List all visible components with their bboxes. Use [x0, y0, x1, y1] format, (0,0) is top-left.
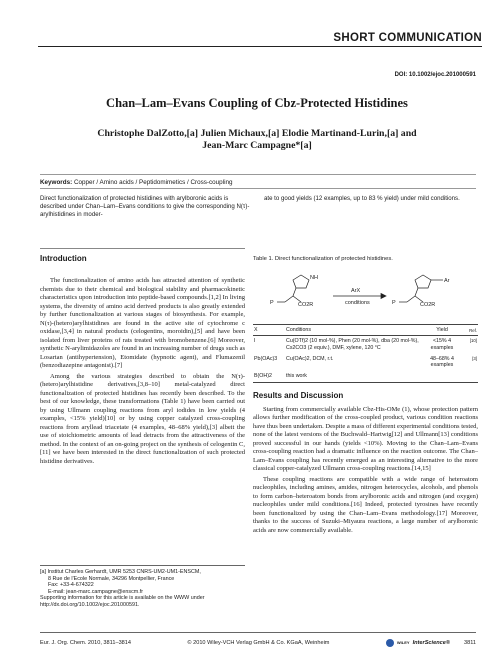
results-heading: Results and Discussion: [253, 390, 344, 400]
table-row: [253, 371, 478, 382]
col-ref: Ref.: [462, 325, 478, 336]
cell-yield: [422, 371, 462, 382]
prod-pg-label: P: [392, 300, 396, 306]
authors-line-2: Jean-Marc Campagne*[a]: [202, 140, 312, 151]
cell-x: I: [254, 338, 256, 344]
prod-chain-2: [407, 296, 415, 302]
table-row: [253, 336, 478, 354]
authors-line-1: Christophe DalZotto,[a] Julien Michaux,[a] Elodie Martinand-Lurin,[a] and: [97, 128, 417, 139]
abstract-left: Direct functionalization of protected histidines with arylboronic acids is described under Chan–Lam–Evans conditions to give the corresponding N(τ)-arylhistidines in moder-: [40, 195, 250, 219]
sm-ester-label: CO2R: [298, 302, 314, 308]
abstract-right: ate to good yields (12 examples, up to 83 % yield) under mild conditions.: [264, 195, 460, 202]
cell-yield: 48–68% 4 examples: [430, 355, 454, 369]
reaction-scheme-svg: [253, 266, 478, 322]
results-paragraph-1: Starting from commercially available Cbz-His-OMe (1), whose protection pattern allows further modification of the cross-coupled product, various condition reactions have thus been undertaken. Despite a mass of different experimental conditions tested, none of the latest versions of the Buchwald–Hartwig[12] and Ullmann[13] conditions proved successful in our hands (yields <10%). Moving to the Chan–Lam–Evans cross-coupling reaction had a dramatic influence on the reaction outcome. The Chan–Lam–Evans coupling has recently emerged as an interesting alternative to the more classical copper-catalyzed Ullmann cross-coupling reactions.[14,15]: [253, 405, 478, 473]
keywords-label: Keywords:: [40, 179, 73, 186]
sm-pg-label: P: [270, 300, 274, 306]
footnote-fax: Fax: +33-4-674322: [48, 582, 94, 589]
sm-chain-2: [285, 296, 293, 302]
keywords-text: Copper / Amino acids / Peptidomimetics / Cross-coupling: [72, 179, 233, 186]
header-rule: [38, 46, 482, 47]
reaction-arrow-head: [381, 294, 386, 299]
wiley-logo-icon: [386, 639, 394, 647]
section-title: SHORT COMMUNICATION: [333, 32, 482, 44]
sm-chain-1: [293, 288, 296, 296]
left-column: [40, 248, 245, 468]
journal-citation: Eur. J. Org. Chem. 2010, 3811–3814: [40, 639, 132, 646]
logo-text: InterScience®: [412, 639, 450, 646]
table-row: [253, 354, 478, 372]
cell-conditions: Cu(OAc)2, DCM, r.t.: [286, 355, 334, 362]
cell-ref: [462, 371, 478, 382]
reaction-scheme: [253, 266, 478, 322]
cell-x: Pb(OAc)3: [254, 355, 278, 362]
cell-ref: [10]: [469, 338, 477, 343]
prod-ester-label: CO2R: [420, 302, 436, 308]
results-paragraph-2: These coupling reactions are compatible with a wide range of heteroatom nucleophiles, including amines, amides, nitrogen heterocycles, alcohols, and phenols to form carbon–heteroatom bonds from arylboronic acids and nitrogen (and oxygen) nucleophiles under mild conditions.[16] Indeed, protected tyrosines have recently been functionalized by using the Chan–Lam–Evans methodology.[17] Moreover, thanks to the success of Suzuki–Miyaura reactions, a large number of arylboronic acids are now commercially available.: [253, 475, 478, 534]
cell-x: B(OH)2: [253, 371, 285, 382]
cell-conditions: Cu(OTf)2 (10 mol-%), Phen (20 mol-%), dba (20 mol-%), Cs2CO3 (2 equiv.), DMF, xylene, 120 °C: [286, 338, 419, 351]
doi[interactable]: DOI: 10.1002/ejoc.201000591: [394, 72, 476, 78]
conditions-table: [253, 324, 478, 383]
cell-yield: <15% 4 examples: [430, 338, 454, 351]
table-header-row: [253, 325, 478, 336]
prod-chain-1: [415, 288, 418, 296]
reagent-label: ArX: [351, 288, 361, 294]
authors: [60, 128, 454, 152]
keywords: [40, 174, 476, 189]
col-conditions: Conditions: [285, 325, 422, 336]
footnote-supporting-info[interactable]: Supporting information for this article is available on the WWW under http://dx.doi.org/10.1002/ejoc.201000591.: [40, 595, 205, 608]
conditions-label: conditions: [345, 300, 370, 306]
right-column: [253, 248, 478, 537]
cell-ref: [3]: [472, 355, 477, 361]
introduction-heading: Introduction: [40, 254, 87, 263]
footnote-address: 8 Rue de l'Ecole Normale, 34296 Montpellier, France: [48, 575, 175, 582]
footnotes: [40, 565, 245, 609]
prod-ar-label: Ar: [444, 278, 450, 284]
col-yield: Yield: [422, 325, 462, 336]
footnote-email[interactable]: E-mail: jean-marc.campagne@enscm.fr: [48, 588, 144, 595]
prod-imidazole-ring: [415, 275, 431, 288]
intro-paragraph-2: Among the various strategies described to obtain the N(τ)-(hetero)arylhistidine derivatives,[3,8–10] metal-catalyzed direct functionalization of protected histidines has recently been described. To the best of our knowledge, these transformations (Table 1) have been carried out by using Ullmann coupling reactions from aryl iodides in low yields (4 examples, <15% yield)[10] or by using copper catalyzed cross-coupling reactions from aryllead triacetate (4 examples, 48–68% yield),[3] albeit the use of stoichiometric amounts of lead detracts from the attractiveness of the method. In the context of an on-going project on the synthesis of celogentin C,[11] we have been interested in the direct functionalization of such protected histidine derivatives.: [40, 372, 245, 465]
intro-paragraph-1: The functionalization of amino acids has attracted attention of synthetic chemists due to their chemical and biological stability and pharmacokinetic characteristics upon introduction into peptide-based compounds.[1,2] In living systems, the diversity of amino acid derived products is also greatly extended by further functionalization at various stages of biosynthesis. For example, N(τ)-(hetero)arylhistidines are found in the active site of cytochrome c oxidase,[3,4] in natural products (celogentins, moroidin),[5] and have been isolated from liver proteins of rats treated with bromobenzene.[6] Moreover, synthetic N-arylimidazoles are found in an increasing number of drugs such as Losartan (antihypertension), Etomidate (hypnotic agent), and Flumazenil (benzodiazepine antagonist).[7]: [40, 277, 245, 369]
interscience-logo: [386, 639, 450, 647]
footnote-affiliation: [a] Institut Charles Gerhardt, UMR 5253 CNRS-UM2-UM1-ENSCM,: [40, 569, 201, 575]
table-caption: Table 1. Direct functionalization of protected histidines.: [253, 256, 393, 262]
col-x: X: [253, 325, 285, 336]
cell-conditions: this work: [285, 371, 422, 382]
sm-imidazole-ring: [293, 275, 309, 288]
abstract: [40, 195, 476, 235]
page-footer: [40, 632, 476, 648]
logo-top: WILEY: [396, 640, 410, 645]
section-rule: [40, 248, 245, 249]
sm-nh-label: NH: [310, 275, 318, 281]
article-title: Chan–Lam–Evans Coupling of Cbz-Protected Histidines: [106, 96, 408, 110]
page-number: 3811: [463, 639, 476, 646]
copyright: © 2010 Wiley-VCH Verlag GmbH & Co. KGaA, Weinheim: [187, 639, 330, 646]
